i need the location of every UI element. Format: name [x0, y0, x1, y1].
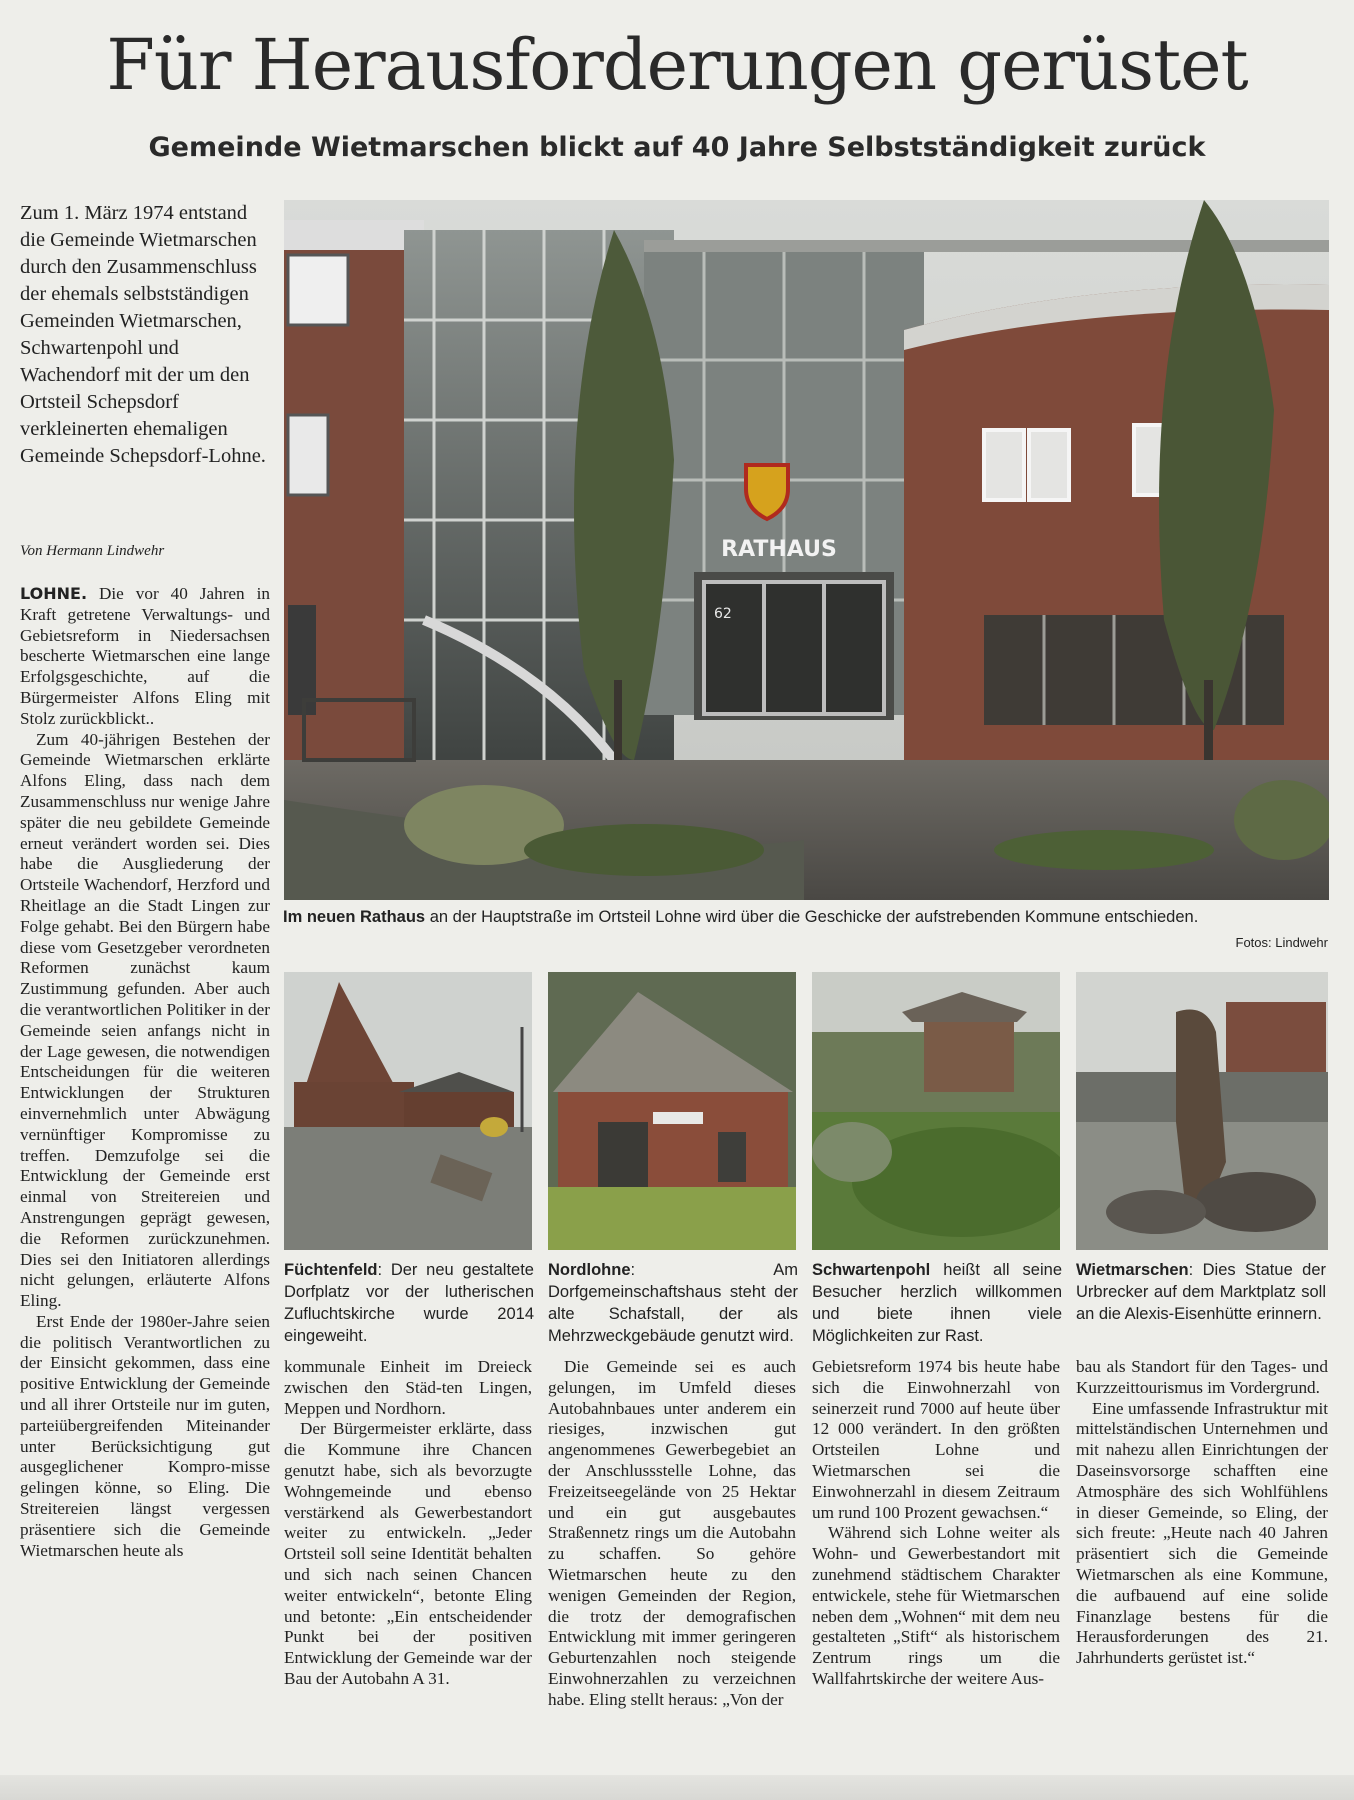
caption-schwartenpohl: [812, 1259, 1062, 1347]
article-subheadline: Gemeinde Wietmarschen blickt auf 40 Jahre Selbstständigkeit zurück: [148, 132, 1206, 163]
caption-text: : Dies Statue der Urbrecker auf dem Marktplatz soll an die Alexis-Eisenhütte erinnern.: [1076, 1261, 1326, 1323]
caption-place: Nordlohne: [548, 1261, 631, 1279]
paragraph: [20, 584, 270, 730]
fuechtenfeld-photo: [284, 972, 532, 1250]
article-column-2: [284, 1357, 532, 1690]
schwartenpohl-photo: [812, 972, 1060, 1250]
paragraph: Gebietsreform 1974 bis heute habe sich die Einwohnerzahl von seinerzeit rund 7000 auf heute über 12 000 verändert. In den größten Ortsteilen Lohne und Wietmarschen sei die Einwohnerzahl in diesem Zeitraum um rund 100 Prozent gewachsen.“: [812, 1357, 1060, 1522]
paragraph: bau als Standort für den Tages- und Kurzzeittourismus im Vordergrund.: [1076, 1357, 1328, 1397]
paragraph: Die Gemeinde sei es auch gelungen, im Umfeld dieses Autobahnbaues unter anderem ein riesiges, inzwischen gut angenommenes Gewerbegebiet an der Anschlussstelle Lohne, das Freizeitseegelände von 25 Hektar und ein gut ausgebautes Straßennetz rings um die Autobahn zu schaffen. So gehöre Wietmarschen heute zu den wenigen Gemeinden der Region, die trotz der demografischen Entwicklung mit immer geringeren Geburtenzahlen noch steigende Einwohnerzahlen zu verzeichnen habe. Eling stellt heraus: „Von der: [548, 1357, 796, 1709]
paragraph: Zum 40-jährigen Bestehen der Gemeinde Wietmarschen erklärte Alfons Eling, dass nach dem Zusammenschluss nur wenige Jahre später die neu gebildete Gemeinde erneut verändert worden sei. Dies habe die Ausgliederung der Ortsteile Wachendorf, Herzford und Rheitlage an die Stadt Lingen zur Folge gehabt. Bei den Bürgern habe diese vom Gesetzgeber verordneten Reformen zunächst kaum Zustimmung gefunden. Aber auch die verantwortlichen Politiker in der Gemeinde seien anfangs nicht in der Lage gewesen, die notwendigen Entscheidungen für die weiteren Entwicklungen der Strukturen einvernehmlich unter Abwägung vernünftiger Kompromisse zu treffen. Demzufolge sei die Entwicklung der Gemeinde erst einmal von Streitereien und Anstrengungen geprägt gewesen, die Reformen zurückzunehmen. Dies sei den Initiatoren allerdings nicht gelungen, erläuterte Alfons Eling.: [20, 729, 270, 1311]
scan-edge: [0, 1775, 1354, 1800]
paragraph: Während sich Lohne weiter als Wohn- und Gewerbestandort mit zunehmend städtischem Charakter entwickele, stehe für Wietmarschen neben dem „Wohnen“ mit dem neu gestalteten „Stift“ als historischem Zentrum rings um die Wallfahrtskirche der weitere Aus-: [812, 1523, 1060, 1688]
caption-text: : Am Dorfgemeinschaftshaus steht der alte Schafstall, der als Mehrzweckgebäude genutzt wird.: [548, 1261, 798, 1345]
paragraph: kommunale Einheit im Dreieck zwischen den Städ-ten Lingen, Meppen und Nordhorn.: [284, 1357, 532, 1418]
rathaus-photo: [284, 200, 1329, 900]
main-photo-caption: [283, 906, 1328, 928]
article-intro: Zum 1. März 1974 entstand die Gemeinde Wietmarschen durch den Zusammenschluss der ehemals selbstständigen Gemeinden Wietmarschen, Schwartenpohl und Wachendorf mit der um den Ortsteil Schepsdorf verkleinerten ehemaligen Gemeinde Schepsdorf-Lohne.: [20, 202, 266, 467]
paragraph: Erst Ende der 1980er-Jahre seien die politisch Verantwortlichen zu der Einsicht gekommen, dass eine positive Entwicklung der Gemeinde und all ihrer Ortsteile nur im guten, parteiübergreifenden Miteinander unter Berücksichtigung gut ausgeglichener Kompro-misse gelingen könne, so Eling. Die Streitereien längst vergessen präsentiere sich die Gemeinde Wietmarschen heute als: [20, 1311, 270, 1560]
article-byline: Von Hermann Lindwehr: [20, 543, 165, 559]
article-column-3: [548, 1357, 796, 1711]
caption-fuechtenfeld: [284, 1259, 534, 1347]
caption-nordlohne: [548, 1259, 798, 1347]
wietmarschen-photo: [1076, 972, 1328, 1250]
rathaus-sign: RATHAUS: [721, 537, 837, 562]
caption-text: : Der neu gestaltete Dorfplatz vor der lutherischen Zufluchtskirche wurde 2014 eingeweiht.: [284, 1261, 534, 1345]
dateline: LOHNE.: [20, 584, 88, 603]
caption-text: an der Hauptstraße im Ortsteil Lohne wird über die Geschicke der aufstrebenden Kommune entschieden.: [425, 908, 1199, 926]
paragraph: Eine umfassende Infrastruktur mit mittelständischen Unternehmen und mit nahezu allen Einrichtungen der Daseinsvorsorge schafften eine Atmosphäre des sich Wohlfühlens in dieser Gemeinde, so Eling, der sich freute: „Heute nach 40 Jahren präsentiert sich die Gemeinde Wietmarschen als eine Kommune, die aufbauend auf eine solide Finanzlage bestens für die Herausforderungen des 21. Jahrhunderts gerüstet ist.“: [1076, 1398, 1328, 1668]
caption-place: Wietmarschen: [1076, 1261, 1189, 1279]
article-column-4: [812, 1357, 1060, 1690]
article-headline: Für Herausforderungen gerüstet: [106, 24, 1248, 106]
paragraph-text: Die vor 40 Jahren in Kraft getretene Verwaltungs- und Gebietsreform in Niedersachsen bescherte Wietmarschen eine lange Erfolgsgeschichte, auf die Bürgermeister Alfons Eling mit Stolz zurückblickt..: [20, 584, 270, 728]
article-column-1: [20, 584, 270, 1561]
article-column-5: [1076, 1357, 1328, 1669]
caption-text: heißt all seine Besucher herzlich willkommen und biete ihnen viele Möglichkeiten zur Rast.: [812, 1261, 1062, 1345]
caption-wietmarschen: [1076, 1259, 1326, 1325]
caption-place: Füchtenfeld: [284, 1261, 378, 1279]
door-number: 62: [714, 606, 732, 622]
nordlohne-photo: [548, 972, 796, 1250]
paragraph: Der Bürgermeister erklärte, dass die Kommune ihre Chancen genutzt habe, sich als bevorzugte Wohngemeinde und ebenso verstärkend als Gewerbestandort weiter zu entwickeln. „Jeder Ortsteil soll seine Identität behalten und sich nach seinen Chancen weiter entwickeln“, betonte Eling und betonte: „Ein entscheidender Punkt bei der positiven Entwicklung der Gemeinde war der Bau der Autobahn A 31.: [284, 1419, 532, 1688]
caption-place: Schwartenpohl: [812, 1261, 931, 1279]
photo-credit: Fotos: Lindwehr: [1235, 935, 1328, 950]
caption-lead: Im neuen Rathaus: [283, 908, 426, 926]
